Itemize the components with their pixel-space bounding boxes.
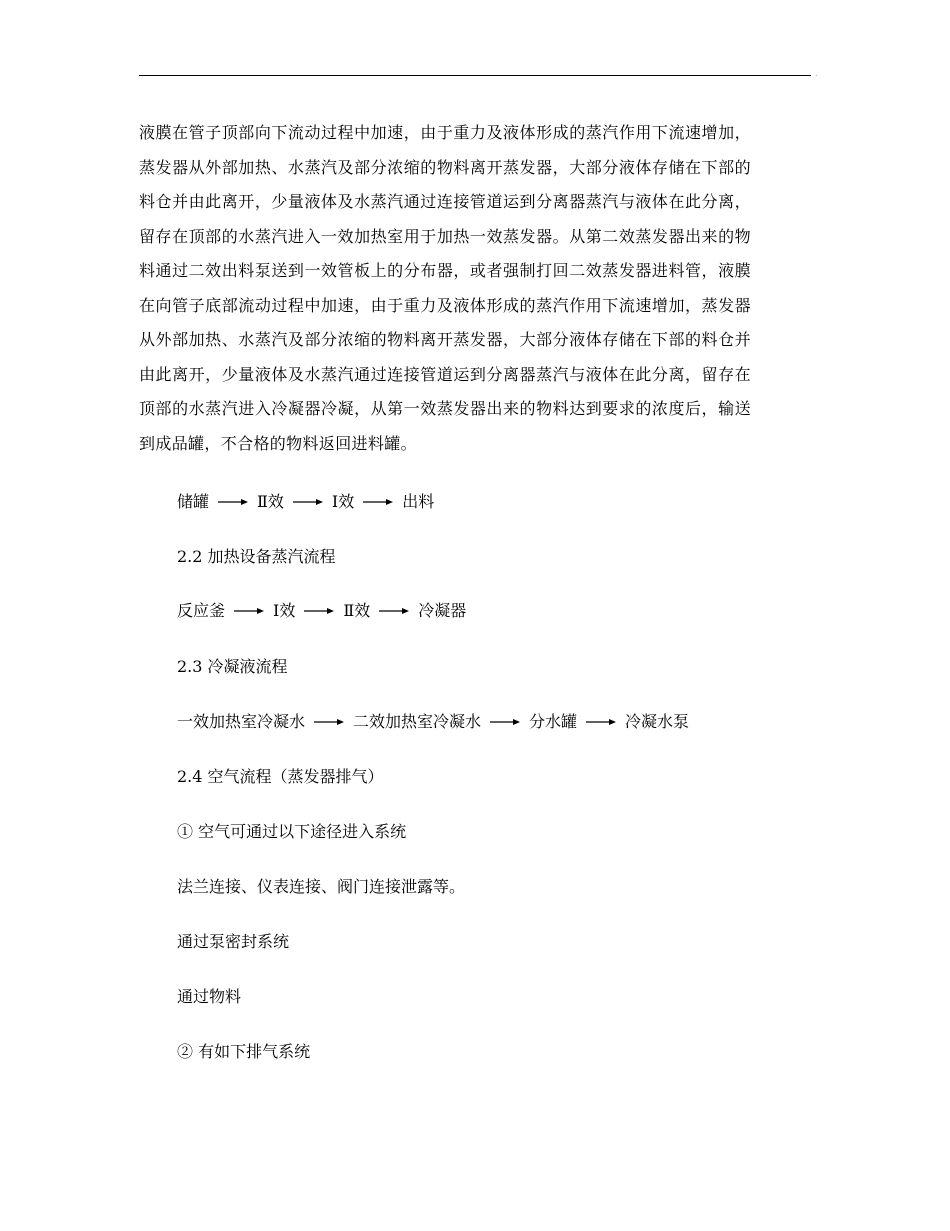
arrow-right-icon	[363, 497, 393, 507]
section-heading-2-4: 2.4 空气流程（蒸发器排气）	[177, 767, 384, 786]
arrow-right-icon	[218, 497, 248, 507]
header-rule	[139, 75, 811, 76]
text-pump-seal: 通过泵密封系统	[177, 932, 290, 951]
flow-node: Ⅱ效	[257, 492, 284, 511]
section-heading-2-3: 2.3 冷凝液流程	[177, 657, 288, 676]
text-through-material: 通过物料	[177, 987, 242, 1006]
flow-node: 冷凝器	[418, 601, 467, 620]
header-dot: .	[815, 69, 818, 78]
flow-steam	[177, 601, 466, 621]
flow-node: Ⅱ效	[343, 601, 371, 620]
flow-node: 二效加热室冷凝水	[353, 712, 482, 731]
flow-node: Ⅰ效	[273, 601, 296, 620]
flow-condensate	[177, 712, 689, 732]
flow-node: Ⅰ效	[331, 492, 355, 511]
arrow-right-icon	[304, 606, 334, 616]
text-flange-connection: 法兰连接、仪表连接、阀门连接泄露等。	[177, 877, 466, 896]
flow-node: 冷凝水泵	[625, 712, 690, 731]
list-item-2: ② 有如下排气系统	[177, 1042, 311, 1061]
arrow-right-icon	[586, 717, 616, 727]
body-paragraph: 液膜在管子顶部向下流动过程中加速，由于重力及液体形成的蒸汽作用下流速增加，蒸发器从外部加热、水蒸汽及部分浓缩的物料离开蒸发器，大部分液体存储在下部的料仓并由此离开，少量液体及水蒸汽通过连接管道运到分离器蒸汽与液体在此分离，留存在顶部的水蒸汽进入一效加热室用于加热一效蒸发器。从第二效蒸发器出来的物料通过二效出料泵送到一效管板上的分布器，或者强制打回二效蒸发器进料管，液膜在向管子底部流动过程中加速，由于重力及液体形成的蒸汽作用下流速增加，蒸发器从外部加热、水蒸汽及部分浓缩的物料离开蒸发器，大部分液体存储在下部的料仓并由此离开，少量液体及水蒸汽通过连接管道运到分离器蒸汽与液体在此分离，留存在顶部的水蒸汽进入冷凝器冷凝，从第一效蒸发器出来的物料达到要求的浓度后，输送到成品罐，不合格的物料返回进料罐。	[139, 123, 751, 453]
arrow-right-icon	[314, 717, 344, 727]
flow-node: 分水罐	[529, 712, 578, 731]
arrow-right-icon	[379, 606, 409, 616]
arrow-right-icon	[234, 606, 264, 616]
flow-node: 一效加热室冷凝水	[177, 712, 306, 731]
flow-node: 出料	[402, 492, 435, 511]
section-heading-2-2: 2.2 加热设备蒸汽流程	[177, 547, 336, 566]
arrow-right-icon	[293, 497, 323, 507]
list-item-1: ① 空气可通过以下途径进入系统	[177, 822, 407, 841]
flow-node: 反应釜	[177, 601, 226, 620]
flow-node: 储罐	[177, 492, 210, 511]
flow-material	[177, 492, 434, 512]
arrow-right-icon	[490, 717, 520, 727]
